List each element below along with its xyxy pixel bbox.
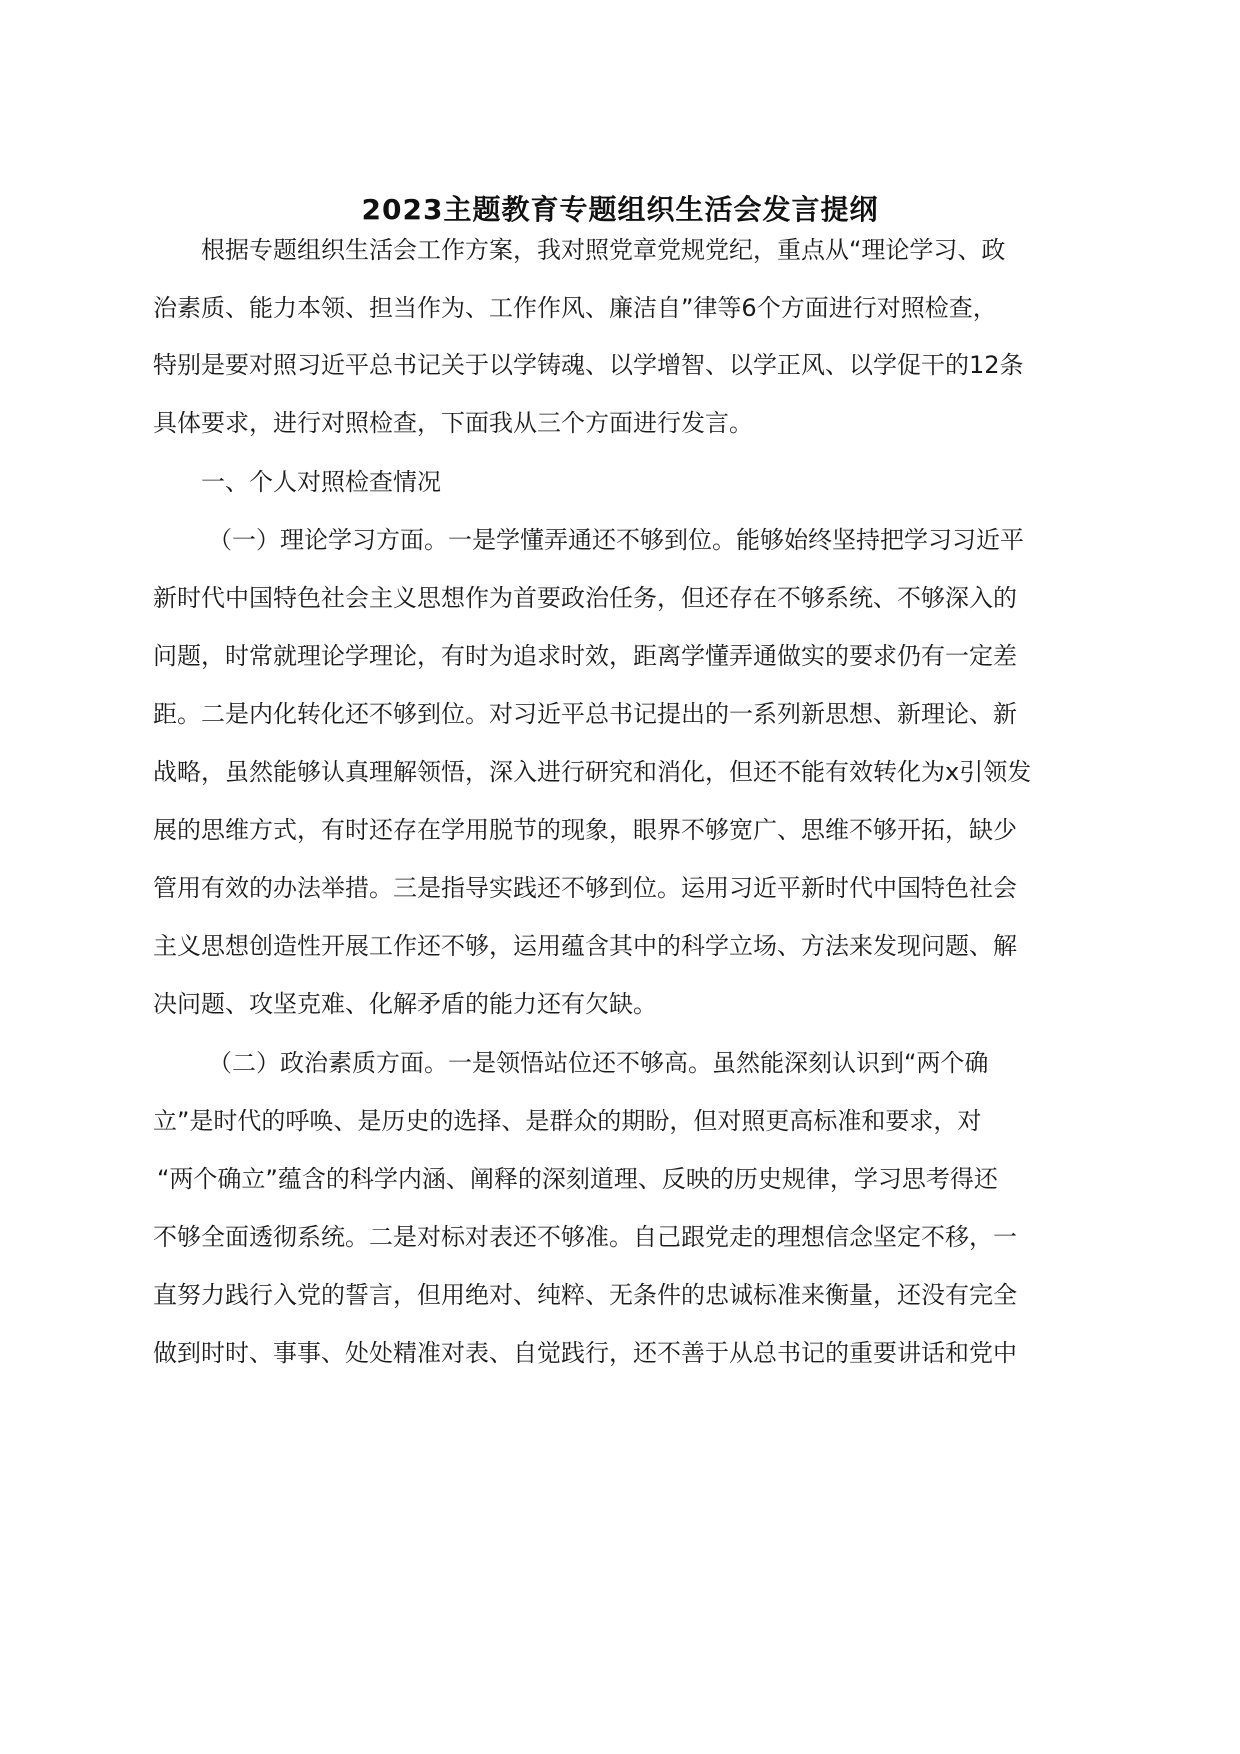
document-title: 2023主题教育专题组织生活会发言提纲: [361, 193, 879, 226]
paragraph-line: 特别是要对照习近平总书记关于以学铸魂、以学增智、以学正风、以学促干的12条: [153, 351, 1024, 379]
paragraph-line: 立”是时代的呼唤、是历史的选择、是群众的期盼，但对照更高标准和要求，对: [153, 1107, 982, 1135]
paragraph-line: 直努力践行入党的誓言，但用绝对、纯粹、无条件的忠诚标准来衡量，还没有完全: [153, 1281, 1017, 1309]
paragraph-line: （一）理论学习方面。一是学懂弄通还不够到位。能够始终坚持把学习习近平: [208, 526, 1024, 554]
paragraph-line: 不够全面透彻系统。二是对标对表还不够准。自己跟党走的理想信念坚定不移，一: [153, 1223, 1017, 1251]
paragraph-line: 管用有效的办法举措。三是指导实践还不够到位。运用习近平新时代中国特色社会: [153, 874, 1017, 902]
paragraph-line: 决问题、攻坚克难、化解矛盾的能力还有欠缺。: [153, 990, 657, 1018]
paragraph-line: “两个确立”蕴含的科学内涵、阐释的深刻道理、反映的历史规律，学习思考得还: [157, 1165, 998, 1193]
paragraph-line: 主义思想创造性开展工作还不够，运用蕴含其中的科学立场、方法来发现问题、解: [153, 932, 1017, 960]
paragraph-line: （二）政治素质方面。一是领悟站位还不够高。虽然能深刻认识到“两个确: [208, 1049, 989, 1077]
paragraph-line: 具体要求，进行对照检查，下面我从三个方面进行发言。: [153, 409, 753, 437]
section-heading: 一、个人对照检查情况: [201, 468, 441, 496]
paragraph-line: 根据专题组织生活会工作方案，我对照党章党规党纪，重点从“理论学习、政: [201, 236, 1006, 264]
paragraph-line: 新时代中国特色社会主义思想作为首要政治任务，但还存在不够系统、不够深入的: [153, 584, 1017, 612]
paragraph-line: 治素质、能力本领、担当作为、工作作风、廉洁自”律等6个方面进行对照检查，: [153, 294, 997, 322]
paragraph-line: 展的思维方式，有时还存在学用脱节的现象，眼界不够宽广、思维不够开拓，缺少: [153, 816, 1017, 844]
paragraph-line: 距。二是内化转化还不够到位。对习近平总书记提出的一系列新思想、新理论、新: [153, 700, 1017, 728]
paragraph-line: 做到时时、事事、处处精准对表、自觉践行，还不善于从总书记的重要讲话和党中: [153, 1339, 1017, 1367]
paragraph-line: 战略，虽然能够认真理解领悟，深入进行研究和消化，但还不能有效转化为x引领发: [153, 758, 1032, 786]
paragraph-line: 问题，时常就理论学理论，有时为追求时效，距离学懂弄通做实的要求仍有一定差: [153, 642, 1017, 670]
